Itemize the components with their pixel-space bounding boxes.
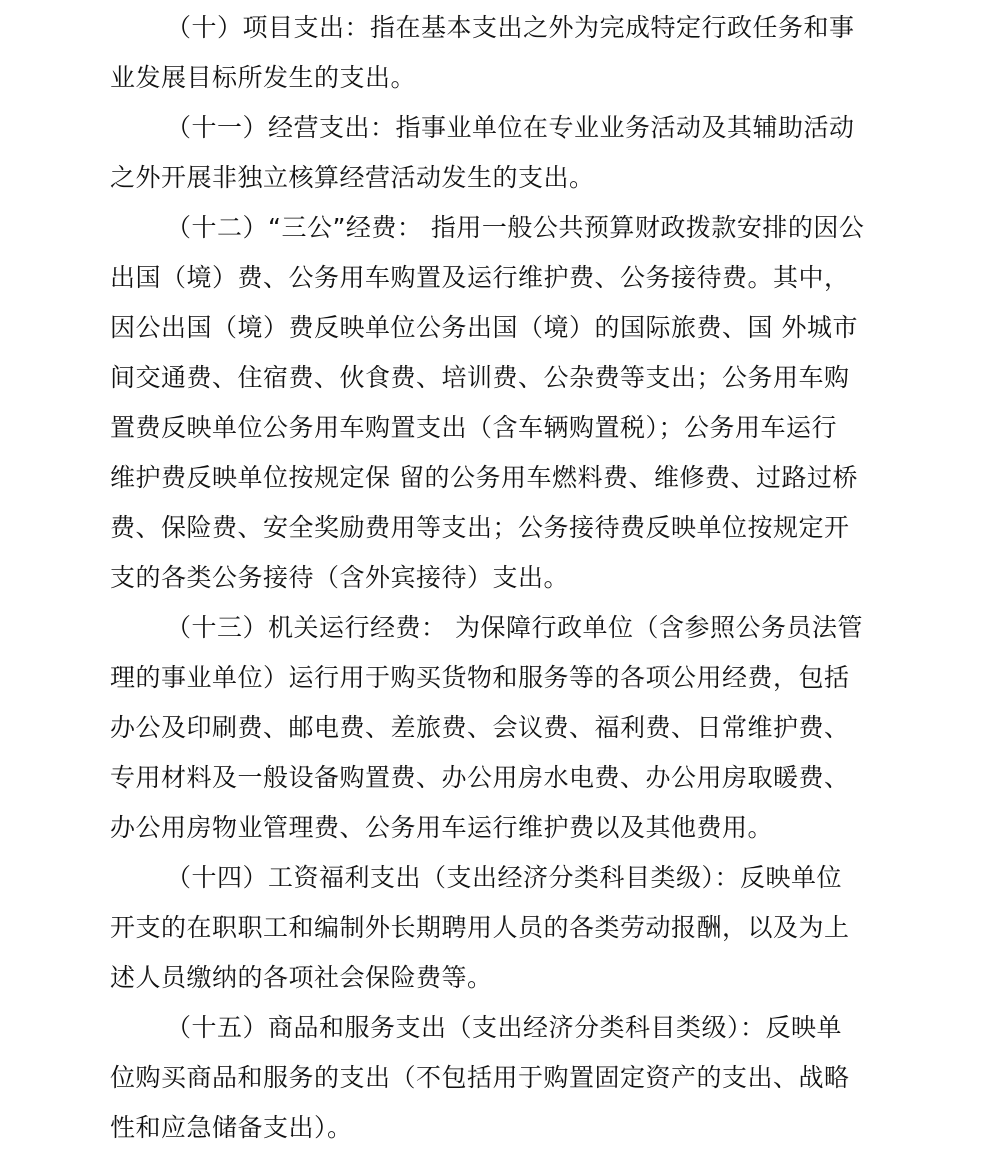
paragraph-12-line-8: 支的各类公务接待（含外宾接待）支出。: [110, 563, 570, 592]
paragraph-12-line-4: 间交通费、住宿费、伙食费、培训费、公杂费等支出；公务用车购: [110, 363, 850, 392]
paragraph-15-line-2: 位购买商品和服务的支出（不包括用于购置固定资产的支出、战略: [110, 1063, 850, 1092]
paragraph-12-line-1: （十二）“三公”经费： 指用一般公共预算财政拨款安排的因公: [166, 213, 865, 242]
paragraph-11-line-2: 之外开展非独立核算经营活动发生的支出。: [110, 163, 595, 192]
paragraph-12-line-3: 因公出国（境）费反映单位公务出国（境）的国际旅费、国 外城市: [110, 313, 858, 342]
paragraph-12-line-7: 费、保险费、安全奖励费用等支出；公务接待费反映单位按规定开: [110, 513, 850, 542]
paragraph-14-line-3: 述人员缴纳的各项社会保险费等。: [110, 963, 493, 992]
paragraph-15-line-1: （十五）商品和服务支出（支出经济分类科目类级）：反映单: [166, 1013, 843, 1042]
paragraph-13-line-1: （十三）机关运行经费： 为保障行政单位（含参照公务员法管: [166, 613, 863, 642]
paragraph-13-line-5: 办公用房物业管理费、公务用车运行维护费以及其他费用。: [110, 813, 774, 842]
paragraph-12-line-2: 出国（境）费、公务用车购置及运行维护费、公务接待费。其中，: [110, 263, 850, 292]
paragraph-14-line-1: （十四）工资福利支出（支出经济分类科目类级）：反映单位: [166, 863, 843, 892]
paragraph-15-line-3: 性和应急储备支出）。: [110, 1113, 353, 1142]
paragraph-11-line-1: （十一）经营支出：指事业单位在专业业务活动及其辅助活动: [166, 113, 855, 142]
paragraph-13-line-2: 理的事业单位）运行用于购买货物和服务等的各项公用经费，包括: [110, 663, 850, 692]
paragraph-10-line-1: （十）项目支出：指在基本支出之外为完成特定行政任务和事: [166, 13, 855, 42]
paragraph-12-line-6: 维护费反映单位按规定保 留的公务用车燃料费、维修费、过路过桥: [110, 463, 858, 492]
paragraph-13-line-4: 专用材料及一般设备购置费、办公用房水电费、办公用房取暖费、: [110, 763, 850, 792]
paragraph-14-line-2: 开支的在职职工和编制外长期聘用人员的各类劳动报酬，以及为上: [110, 913, 850, 942]
document-body: [110, 3, 900, 1153]
paragraph-10-line-2: 业发展目标所发生的支出。: [110, 63, 417, 92]
paragraph-13-line-3: 办公及印刷费、邮电费、差旅费、会议费、福利费、日常维护费、: [110, 713, 850, 742]
paragraph-12-line-5: 置费反映单位公务用车购置支出（含车辆购置税）；公务用车运行: [110, 413, 838, 442]
